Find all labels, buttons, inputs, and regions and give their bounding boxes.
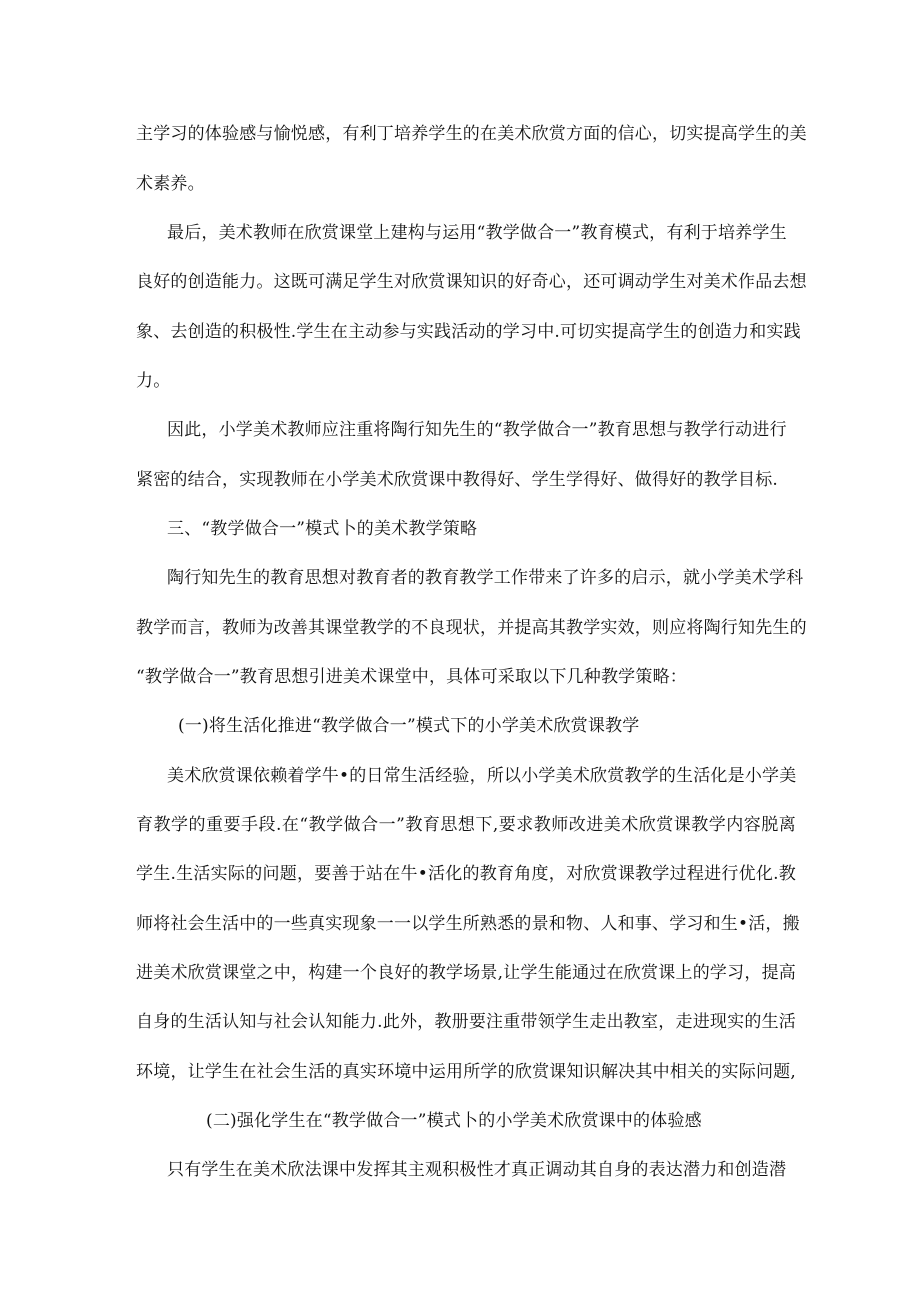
paragraph-line: 因此，小学美术教师应注重将陶行知先生的“教学做合一”教育思想与教学行动进行 [167, 420, 787, 440]
paragraph-line: 只有学生在美术欣法课中发挥其主观积极性才真正调动其自身的表达潜力和创造潜 [167, 1160, 787, 1180]
paragraph-line: 力。 [136, 371, 171, 391]
paragraph-line: 陶行知先生的教育思想对教育者的教育教学工作带来了许多的启示，就小学美术学科 [167, 568, 804, 588]
subsection-heading: (二)强化学生在“教学做合一”模式卜的小学美术欣赏课中的体验感 [206, 1111, 702, 1131]
paragraph-line: 自身的生活认知与社会认知能力.此外，教册要注重带领学生走出教室，走进现实的生活 [136, 1012, 796, 1032]
paragraph-line: 教学而言，教师为改善其课堂教学的不良现状，并提高其教学实效，则应将陶行知先生的 [136, 618, 807, 638]
paragraph-line: “教学做合一”教育思想引进美术课堂中，具体可采取以下几种教学策略： [136, 667, 687, 687]
paragraph-line: 术素养。 [136, 174, 205, 194]
subsection-heading: (一)将生活化推进“教学做合一”模式下的小学美术欣赏课教学 [178, 716, 640, 736]
section-heading: 三、“教学做合一”模式卜的美术教学策略 [167, 519, 478, 539]
paragraph-line: 育教学的重要手段.在“教学做合一”教育思想下,要求教师改进美术欣赏课教学内容脱离 [136, 815, 796, 835]
paragraph-line: 紧密的结合，实现教师在小学美术欣赏课中教得好、学生学得好、做得好的教学目标. [136, 470, 779, 490]
paragraph-line: 师将社会生活中的一些真实现象一一以学生所熟悉的景和物、人和事、学习和生•活，搬 [136, 914, 800, 934]
paragraph-line: 环境，让学生在社会生活的真实环境中运用所学的欣赏课知识解决其中相关的实际问题, [136, 1062, 796, 1082]
paragraph-line: 进美术欣赏课堂之中，构建一个良好的教学场景,让学生能通过在欣赏课上的学习，提高 [136, 963, 796, 983]
paragraph-line: 美术欣赏课依赖着学牛•的日常生活经验，所以小学美术欣赏教学的生活化是小学美 [167, 766, 797, 786]
paragraph-line: 象、去创造的积极性.学生在主动参与实践活动的学习中.可切实提高学生的创造力和实践 [136, 322, 801, 342]
paragraph-line: 主学习的体验感与愉悦感，有利丁培养学生的在美术欣赏方面的信心，切实提高学生的美 [136, 124, 807, 144]
paragraph-line: 最后，美术教师在欣赏课堂上建构与运用“教学做合一”教育模式，有利于培养学生 [167, 223, 787, 243]
paragraph-line: 学生.生活实际的问题，要善于站在牛•活化的教育角度，对欣赏课教学过程进行优化.教 [136, 864, 796, 884]
paragraph-line: 良好的创造能力。这既可满足学生对欣赏课知识的好奇心，还可调动学生对美术作品去想 [136, 272, 807, 292]
